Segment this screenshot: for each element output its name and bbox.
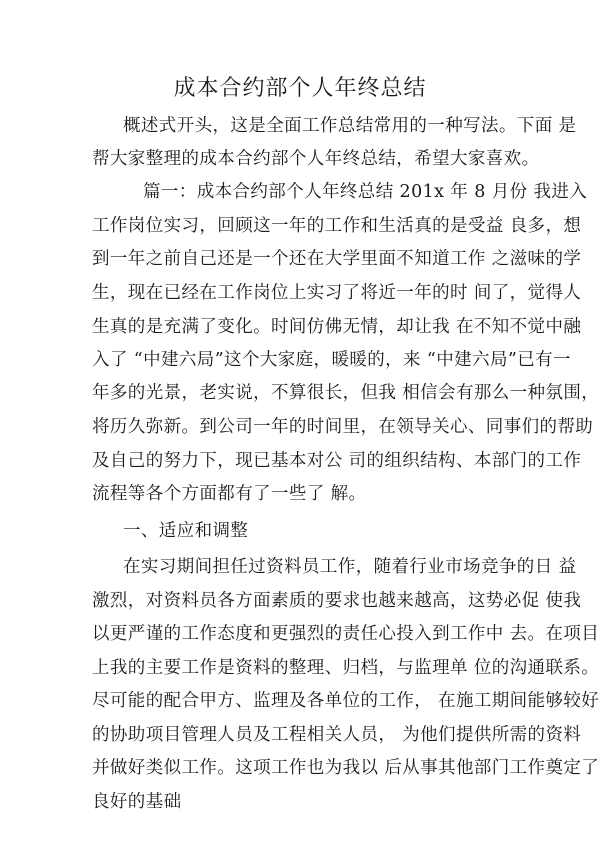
paragraph-line: 良好的基础 xyxy=(92,792,182,812)
paragraph-line: 入了 “中建六局”这个大家庭，暖暖的，来 “中建六局”已有一 xyxy=(92,350,571,370)
paragraph-line: 流程等各个方面都有了一些了 解。 xyxy=(92,484,367,504)
paragraph-line: 到一年之前自己还是一个还在大学里面不知道工作 之滋味的学 xyxy=(92,249,582,269)
paragraph-line: 工作岗位实习，回顾这一年的工作和生活真的是受益 良多，想 xyxy=(92,216,582,236)
paragraph-line: 将历久弥新。到公司一年的时间里，在领导关心、同事们的帮助 xyxy=(92,417,594,437)
paragraph-line: 篇一：成本合约部个人年终总结 201x 年 8 月份 我进入 xyxy=(143,182,588,202)
paragraph-line: 在实习期间担任过资料员工作，随着行业市场竞争的日 益 xyxy=(123,557,577,577)
paragraph-line: 年多的光景，老实说，不算很长，但我 相信会有那么一种氛围， xyxy=(92,383,600,403)
paragraph-line: 尽可能的配合甲方、监理及各单位的工作， 在施工期间能够较好 xyxy=(92,691,600,711)
paragraph-line: 激烈，对资料员各方面素质的要求也越来越高，这势必促 使我 xyxy=(92,591,582,611)
paragraph-line: 上我的主要工作是资料的整理、归档，与监理单 位的沟通联系。 xyxy=(92,658,600,678)
paragraph-line: 以更严谨的工作态度和更强烈的责任心投入到工作中 去。在项目 xyxy=(92,624,600,644)
paragraph-line: 及自己的努力下，现已基本对公 司的组织结构、本部门的工作 xyxy=(92,451,582,471)
paragraph-line: 生真的是充满了变化。时间仿佛无情，却让我 在不知不觉中融 xyxy=(92,317,582,337)
paragraph-line: 帮大家整理的成本合约部个人年终总结，希望大家喜欢。 xyxy=(92,149,540,169)
section-heading: 一、适应和调整 xyxy=(123,521,249,541)
paragraph-line: 生，现在已经在工作岗位上实习了将近一年的时 间了，觉得人 xyxy=(92,283,582,303)
paragraph-line: 概述式开头，这是全面工作总结常用的一种写法。下面 是 xyxy=(123,116,577,136)
paragraph-line: 并做好类似工作。这项工作也为我以 后从事其他部门工作奠定了 xyxy=(92,758,600,778)
document-title: 成本合约部个人年终总结 xyxy=(173,76,427,101)
paragraph-line: 的协助项目管理人员及工程相关人员， 为他们提供所需的资料 xyxy=(92,725,582,745)
